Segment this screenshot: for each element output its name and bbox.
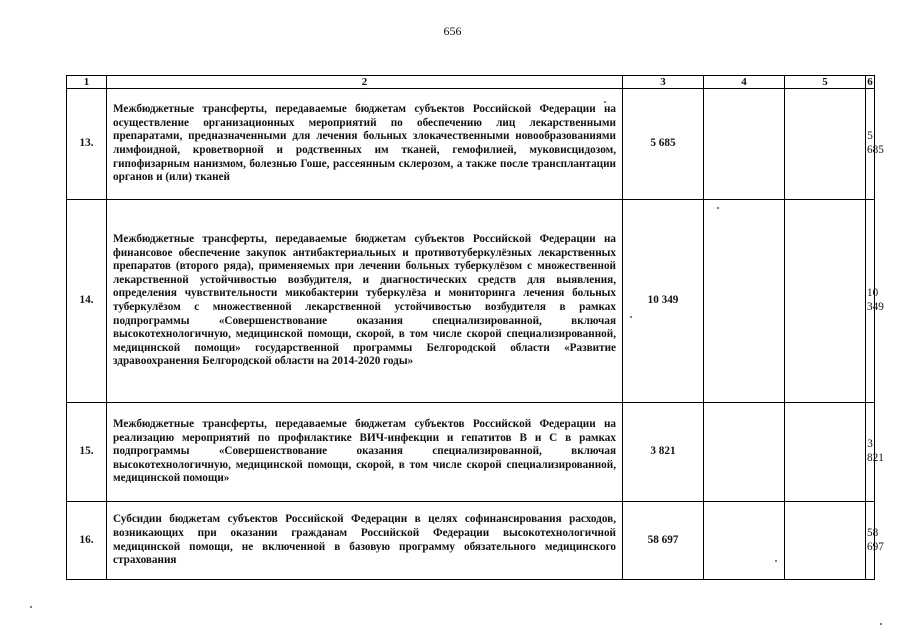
row-number: 13. bbox=[67, 89, 107, 200]
row-col3-value: 5 685 bbox=[623, 89, 704, 200]
row-col4-value bbox=[704, 502, 785, 580]
row-col6-value: 3 821 bbox=[866, 403, 875, 502]
scan-artifact bbox=[775, 560, 777, 562]
scan-artifact bbox=[880, 623, 882, 625]
row-col5-value bbox=[785, 200, 866, 403]
row-number: 14. bbox=[67, 200, 107, 403]
table-row bbox=[67, 502, 875, 580]
row-col3-value: 3 821 bbox=[623, 403, 704, 502]
row-col5-value bbox=[785, 502, 866, 580]
row-col5-value bbox=[785, 89, 866, 200]
table-row bbox=[67, 89, 875, 200]
header-col-3: 3 bbox=[623, 76, 704, 89]
row-col3-value: 10 349 bbox=[623, 200, 704, 403]
row-col4-value bbox=[704, 89, 785, 200]
row-col6-value: 10 349 bbox=[866, 200, 875, 403]
scan-artifact bbox=[604, 101, 606, 103]
header-col-4: 4 bbox=[704, 76, 785, 89]
row-number: 16. bbox=[67, 502, 107, 580]
table-row bbox=[67, 200, 875, 403]
row-col5-value bbox=[785, 403, 866, 502]
row-number: 15. bbox=[67, 403, 107, 502]
budget-table bbox=[66, 75, 884, 580]
row-col4-value bbox=[704, 403, 785, 502]
header-col-5: 5 bbox=[785, 76, 866, 89]
header-col-6: 6 bbox=[867, 76, 873, 88]
table-row bbox=[67, 403, 875, 502]
scan-artifact bbox=[30, 606, 32, 608]
row-description: Межбюджетные трансферты, передаваемые бюджетам субъектов Российской Федерации на осуществление организационных мероприятий по обеспечению лиц лекарственными препаратами, предназначенными для лечения больных злокачественными новообразованиями лимфоидной, кроветворной и родственных им тканей, гемофилией, муковисцидозом, гипофизарным нанизмом, болезнью Гоше, рассеянным склерозом, а также после трансплантации органов и (или) тканей bbox=[107, 89, 623, 200]
header-col-1: 1 bbox=[67, 76, 107, 89]
row-description: Субсидии бюджетам субъектов Российской Федерации в целях софинансирования расходов, возникающих при оказании гражданам Российской Федерации высокотехнологичной медицинской помощи, не включенной в базовую программу обязательного медицинского страхования bbox=[107, 502, 623, 580]
header-col-2: 2 bbox=[107, 76, 623, 89]
row-col4-value bbox=[704, 200, 785, 403]
scan-artifact bbox=[717, 207, 719, 209]
row-description: Межбюджетные трансферты, передаваемые бюджетам субъектов Российской Федерации на реализацию мероприятий по профилактике ВИЧ-инфекции и гепатитов В и С в рамках подпрограммы «Совершенствование оказания специализированной, включая высокотехнологичную, медицинской помощи, скорой, в том числе скорой специализированной, медицинской помощи» bbox=[107, 403, 623, 502]
row-col6-value: 5 685 bbox=[866, 89, 875, 200]
row-description: Межбюджетные трансферты, передаваемые бюджетам субъектов Российской Федерации на финансовое обеспечение закупок антибактериальных и противотуберкулёзных лекарственных препаратов (второго ряда), применяемых при лечении больных туберкулёзом с множественной лекарственной устойчивостью возбудителя, и диагностических средств для выявления, определения чувствительности микобактерии туберкулёза и мониторинга лечения больных туберкулёзом с множественной лекарственной устойчивостью возбудителя в рамках подпрограммы «Совершенствование оказания специализированной, включая высокотехнологичную, медицинской помощи, скорой, в том числе скорой специализированной, медицинской помощи» государственной программы Белгородской области «Развитие здравоохранения Белгородской области на 2014-2020 годы» bbox=[107, 200, 623, 403]
scan-artifact bbox=[630, 316, 632, 318]
page-number: 656 bbox=[443, 24, 462, 38]
table-header-row bbox=[67, 76, 875, 89]
row-col6-value: 58 697 bbox=[866, 502, 875, 580]
row-col3-value: 58 697 bbox=[623, 502, 704, 580]
